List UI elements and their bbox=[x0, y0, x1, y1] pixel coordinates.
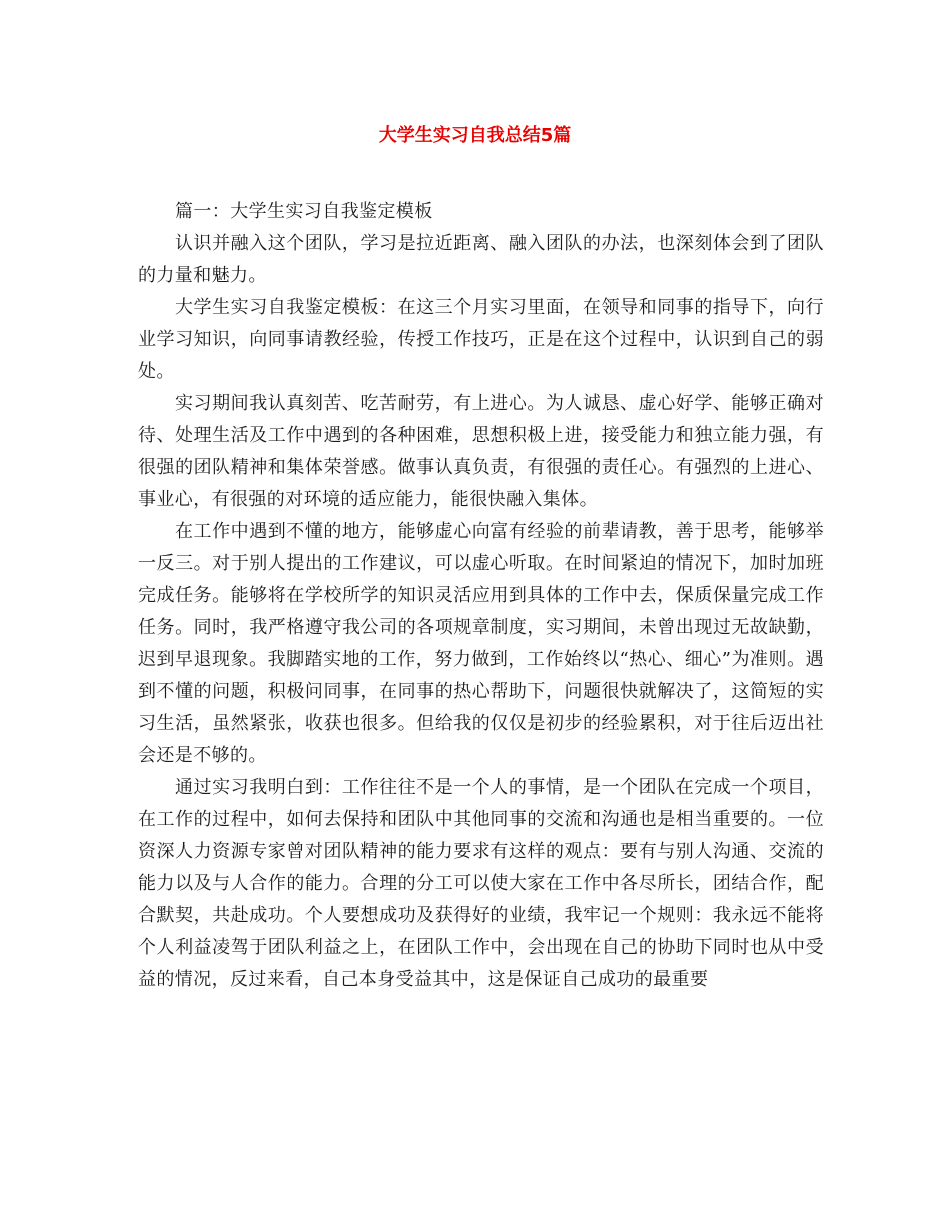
paragraph: 认识并融入这个团队，学习是拉近距离、融入团队的办法，也深刻体会到了团队的力量和魅力。 bbox=[138, 233, 824, 286]
document-body bbox=[138, 196, 824, 996]
paragraph: 实习期间我认真刻苦、吃苦耐劳，有上进心。为人诚恳、虚心好学、能够正确对待、处理生活及工作中遇到的各种困难，思想积极上进，接受能力和独立能力强，有很强的团队精神和集体荣誉感。做事认真负责，有很强的责任心。有强烈的上进心、事业心，有很强的对环境的适应能力，能很快融入集体。 bbox=[138, 393, 824, 510]
document-title: 大学生实习自我总结5篇 bbox=[378, 125, 572, 146]
paragraph: 在工作中遇到不懂的地方，能够虚心向富有经验的前辈请教，善于思考，能够举一反三。对于别人提出的工作建议，可以虚心听取。在时间紧迫的情况下，加时加班完成任务。能够将在学校所学的知识灵活应用到具体的工作中去，保质保量完成工作任务。同时，我严格遵守我公司的各项规章制度，实习期间，未曾出现过无故缺勤，迟到早退现象。我脚踏实地的工作，努力做到，工作始终以“热心、细心”为准则。遇到不懂的问题，积极问同事，在同事的热心帮助下，问题很快就解决了，这简短的实习生活，虽然紧张，收获也很多。但给我的仅仅是初步的经验累积，对于往后迈出社会还是不够的。 bbox=[138, 521, 824, 766]
section-heading: 篇一：大学生实习自我鉴定模板 bbox=[175, 201, 433, 222]
paragraph: 大学生实习自我鉴定模板：在这三个月实习里面，在领导和同事的指导下，向行业学习知识，向同事请教经验，传授工作技巧，正是在这个过程中，认识到自己的弱处。 bbox=[138, 297, 824, 382]
paragraph: 通过实习我明白到：工作往往不是一个人的事情，是一个团队在完成一个项目，在工作的过程中，如何去保持和团队中其他同事的交流和沟通也是相当重要的。一位资深人力资源专家曾对团队精神的能力要求有这样的观点：要有与别人沟通、交流的能力以及与人合作的能力。合理的分工可以使大家在工作中各尽所长，团结合作，配合默契，共赴成功。个人要想成功及获得好的业绩，我牢记一个规则：我永远不能将个人利益凌驾于团队利益之上，在团队工作中，会出现在自己的协助下同时也从中受益的情况，反过来看，自己本身受益其中，这是保证自己成功的最重要 bbox=[138, 777, 824, 990]
